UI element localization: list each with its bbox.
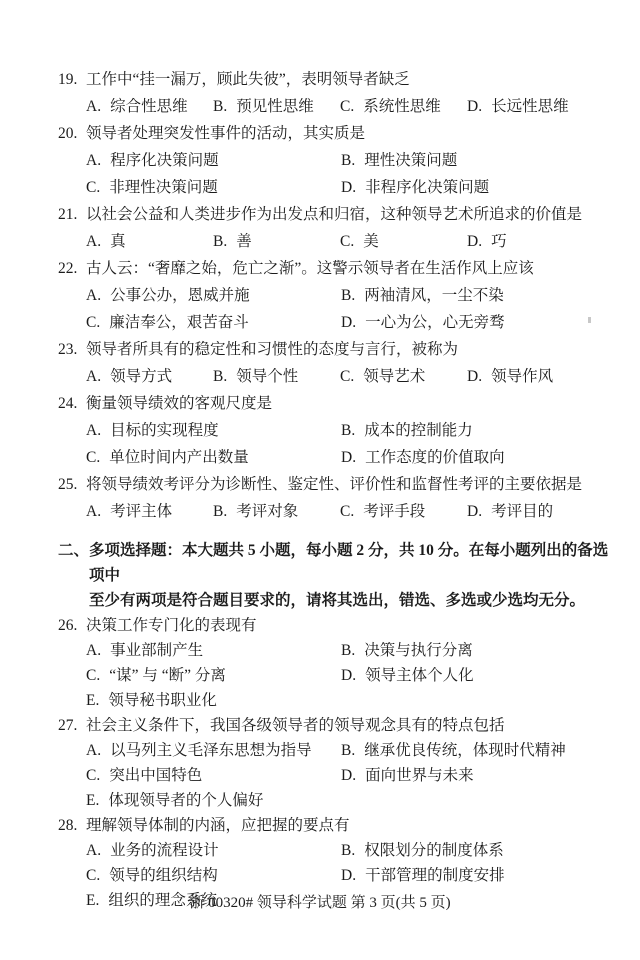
option-label: D. <box>341 767 357 784</box>
option-label: A. <box>86 287 102 304</box>
option-text: 成本的控制能力 <box>364 422 473 439</box>
option-b <box>341 417 612 444</box>
question-options <box>58 147 612 201</box>
option-label: E. <box>86 692 100 709</box>
option-b <box>341 738 612 763</box>
question-20 <box>58 120 612 201</box>
option-text: 综合性思维 <box>110 98 188 115</box>
option-b <box>213 93 340 120</box>
question-23 <box>58 336 612 390</box>
option-text: 考评手段 <box>363 503 426 520</box>
option-a <box>86 838 341 863</box>
option-label: A. <box>86 503 102 520</box>
option-b <box>213 228 340 255</box>
question-stem: 衡量领导绩效的客观尺度是 <box>86 395 273 412</box>
question-26 <box>58 613 612 713</box>
option-label: C. <box>340 503 355 520</box>
exam-content <box>58 66 612 913</box>
option-text: 以马列主义毛泽东思想为指导 <box>110 742 312 759</box>
option-b <box>213 363 340 390</box>
option-d <box>341 309 612 336</box>
option-label: D. <box>341 667 357 684</box>
option-text: 理性决策问题 <box>364 152 458 169</box>
question-stem: 领导者所具有的稳定性和习惯性的态度与言行，被称为 <box>86 341 459 358</box>
question-stem-row <box>58 390 612 417</box>
option-label: B. <box>213 233 228 250</box>
option-d <box>467 498 612 525</box>
question-number: 20. <box>58 125 78 142</box>
option-c <box>86 663 341 688</box>
question-number: 25. <box>58 476 78 493</box>
option-label: A. <box>86 842 102 859</box>
option-text: 业务的流程设计 <box>110 842 219 859</box>
option-text: 领导秘书职业化 <box>108 692 217 709</box>
question-number: 22. <box>58 260 78 277</box>
option-text: 领导艺术 <box>363 368 426 385</box>
option-label: A. <box>86 152 102 169</box>
question-options <box>58 738 612 813</box>
option-text: 领导作风 <box>491 368 554 385</box>
option-label: A. <box>86 368 102 385</box>
question-number: 28. <box>58 817 78 834</box>
page-footer: 浙 00320# 领导科学试题 第 3 页(共 5 页) <box>189 895 451 911</box>
option-label: E. <box>86 892 100 909</box>
option-a <box>86 417 341 444</box>
option-text: 突出中国特色 <box>109 767 203 784</box>
option-b <box>213 498 340 525</box>
option-text: 考评目的 <box>491 503 554 520</box>
option-c <box>86 174 341 201</box>
option-label: E. <box>86 792 100 809</box>
question-number: 19. <box>58 71 78 88</box>
option-text: 工作态度的价值取向 <box>365 449 505 466</box>
option-label: A. <box>86 98 102 115</box>
option-label: B. <box>341 287 356 304</box>
option-a <box>86 93 213 120</box>
option-d <box>467 363 612 390</box>
question-stem: 工作中“挂一漏万，顾此失彼”，表明领导者缺乏 <box>86 71 410 88</box>
option-label: B. <box>213 98 228 115</box>
option-text: 权限划分的制度体系 <box>364 842 504 859</box>
option-text: 非理性决策问题 <box>109 179 218 196</box>
question-number: 26. <box>58 617 78 634</box>
question-stem: 领导者处理突发性事件的活动，其实质是 <box>86 125 366 142</box>
option-label: C. <box>86 867 101 884</box>
option-d <box>341 444 612 471</box>
option-e <box>86 788 341 813</box>
question-options <box>58 363 612 390</box>
option-text: 两袖清风，一尘不染 <box>364 287 504 304</box>
option-c <box>340 228 467 255</box>
option-label: D. <box>467 368 483 385</box>
option-d <box>467 228 612 255</box>
option-text: 程序化决策问题 <box>110 152 219 169</box>
question-22 <box>58 255 612 336</box>
option-label: B. <box>341 742 356 759</box>
option-a <box>86 147 341 174</box>
option-label: C. <box>86 314 101 331</box>
question-stem-row <box>58 66 612 93</box>
question-number: 27. <box>58 717 78 734</box>
question-27 <box>58 713 612 813</box>
option-text: 长远性思维 <box>491 98 569 115</box>
option-label: C. <box>340 368 355 385</box>
question-stem: 社会主义条件下，我国各级领导者的领导观念具有的特点包括 <box>86 717 505 734</box>
question-stem-row <box>58 613 612 638</box>
option-text: 考评主体 <box>110 503 173 520</box>
option-e <box>86 688 341 713</box>
option-text: 美 <box>363 233 379 250</box>
option-text: 领导个性 <box>236 368 299 385</box>
option-d <box>341 663 612 688</box>
option-c <box>340 93 467 120</box>
question-stem: 古人云：“奢靡之始，危亡之渐”。这警示领导者在生活作风上应该 <box>86 260 534 277</box>
option-text: 善 <box>236 233 252 250</box>
single-choice-question-list <box>58 66 612 525</box>
option-b <box>341 838 612 863</box>
question-options <box>58 228 612 255</box>
question-stem-row <box>58 255 612 282</box>
option-text: 公事公办，恩威并施 <box>110 287 250 304</box>
option-label: A. <box>86 642 102 659</box>
question-number: 21. <box>58 206 78 223</box>
question-19 <box>58 66 612 120</box>
option-label: D. <box>341 314 357 331</box>
question-stem-row <box>58 713 612 738</box>
option-text: 继承优良传统，体现时代精神 <box>364 742 566 759</box>
option-c <box>86 309 341 336</box>
option-b <box>341 282 612 309</box>
question-stem-row <box>58 471 612 498</box>
option-label: A. <box>86 233 102 250</box>
option-text: 非程序化决策问题 <box>365 179 490 196</box>
multi-choice-question-list <box>58 613 612 913</box>
question-options <box>58 282 612 336</box>
question-stem-row <box>58 813 612 838</box>
multi-choice-section-header <box>58 538 612 613</box>
question-stem-row <box>58 201 612 228</box>
option-a <box>86 228 213 255</box>
section-marker: 二、 <box>58 542 90 559</box>
section-instructions <box>89 538 612 613</box>
option-label: C. <box>86 767 101 784</box>
option-label: C. <box>340 98 355 115</box>
option-label: B. <box>341 642 356 659</box>
option-label: C. <box>86 179 101 196</box>
option-label: B. <box>341 422 356 439</box>
option-label: B. <box>341 842 356 859</box>
option-label: C. <box>340 233 355 250</box>
option-label: C. <box>86 449 101 466</box>
section-instructions-line2: 至少有两项是符合题目要求的，请将其选出，错选、多选或少选均无分。 <box>89 592 586 609</box>
option-text: 巧 <box>491 233 507 250</box>
option-text: 组织的理念系统 <box>108 892 217 909</box>
option-a <box>86 498 213 525</box>
option-d <box>341 763 612 788</box>
question-25 <box>58 471 612 525</box>
option-label: B. <box>341 152 356 169</box>
option-text: 体现领导者的个人偏好 <box>108 792 264 809</box>
option-text: 面向世界与未来 <box>365 767 474 784</box>
question-stem-row <box>58 336 612 363</box>
question-stem-row <box>58 120 612 147</box>
option-label: A. <box>86 422 102 439</box>
question-stem: 以社会公益和人类进步作为出发点和归宿，这种领导艺术所追求的价值是 <box>86 206 583 223</box>
option-text: 领导方式 <box>110 368 173 385</box>
option-text: 考评对象 <box>236 503 299 520</box>
option-a <box>86 282 341 309</box>
option-text: “谋” 与 “断” 分离 <box>109 667 226 684</box>
option-d <box>467 93 612 120</box>
option-text: 单位时间内产出数量 <box>109 449 249 466</box>
option-a <box>86 363 213 390</box>
option-label: B. <box>213 368 228 385</box>
section-instructions-line1: 多项选择题：本大题共 5 小题，每小题 2 分，共 10 分。在每小题列出的备选项中 <box>89 542 609 584</box>
option-c <box>86 863 341 888</box>
option-label: D. <box>341 449 357 466</box>
question-options <box>58 417 612 471</box>
scan-artifact <box>588 317 591 323</box>
option-text: 事业部制产生 <box>110 642 204 659</box>
question-options <box>58 93 612 120</box>
question-24 <box>58 390 612 471</box>
option-b <box>341 638 612 663</box>
option-label: D. <box>341 179 357 196</box>
option-label: B. <box>213 503 228 520</box>
option-label: D. <box>341 867 357 884</box>
question-stem: 将领导绩效考评分为诊断性、鉴定性、评价性和监督性考评的主要依据是 <box>86 476 583 493</box>
question-number: 24. <box>58 395 78 412</box>
option-text: 真 <box>110 233 126 250</box>
option-text: 廉洁奉公，艰苦奋斗 <box>109 314 249 331</box>
option-text: 目标的实现程度 <box>110 422 219 439</box>
option-text: 预见性思维 <box>236 98 314 115</box>
question-options <box>58 498 612 525</box>
option-label: A. <box>86 742 102 759</box>
option-text: 系统性思维 <box>363 98 441 115</box>
option-a <box>86 738 341 763</box>
question-options <box>58 638 612 713</box>
question-number: 23. <box>58 341 78 358</box>
option-c <box>340 363 467 390</box>
option-text: 领导主体个人化 <box>365 667 474 684</box>
option-label: D. <box>467 503 483 520</box>
option-label: D. <box>467 233 483 250</box>
question-stem: 理解领导体制的内涵，应把握的要点有 <box>86 817 350 834</box>
option-text: 决策与执行分离 <box>364 642 473 659</box>
option-a <box>86 638 341 663</box>
option-c <box>340 498 467 525</box>
option-c <box>86 444 341 471</box>
question-21 <box>58 201 612 255</box>
question-stem: 决策工作专门化的表现有 <box>86 617 257 634</box>
option-text: 领导的组织结构 <box>109 867 218 884</box>
option-text: 干部管理的制度安排 <box>365 867 505 884</box>
option-b <box>341 147 612 174</box>
option-d <box>341 174 612 201</box>
option-label: D. <box>467 98 483 115</box>
option-label: C. <box>86 667 101 684</box>
option-d <box>341 863 612 888</box>
option-c <box>86 763 341 788</box>
option-text: 一心为公，心无旁骛 <box>365 314 505 331</box>
